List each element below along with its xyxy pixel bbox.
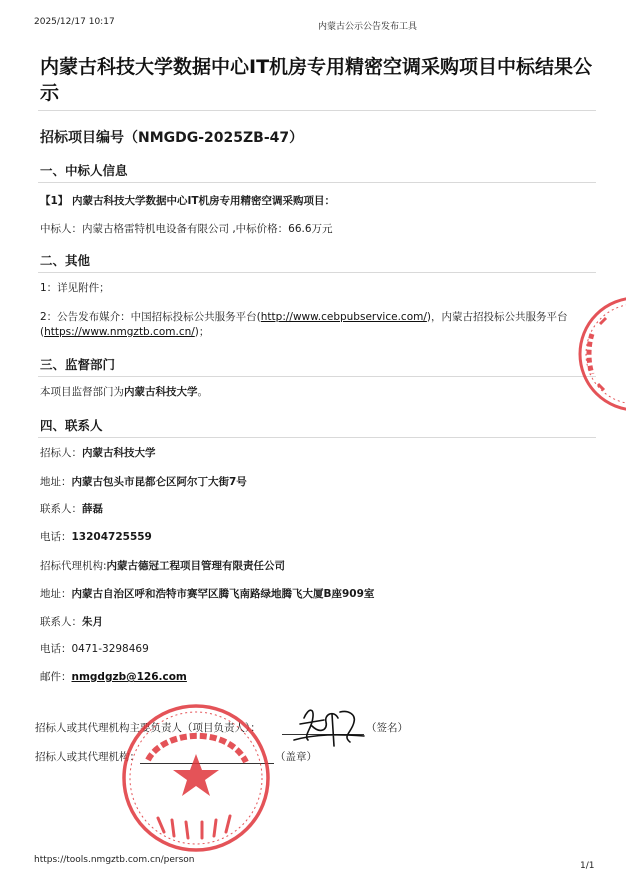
media-text-2: )，内蒙古招投标公共服务平台 [426, 311, 568, 323]
university-seal-icon [570, 294, 626, 414]
other-item-1: 1：详见附件； [40, 282, 110, 294]
agent-contact-row [40, 614, 103, 629]
address-row [40, 474, 247, 489]
section-heading-contacts: 四、联系人 [40, 418, 103, 433]
section-divider [38, 182, 596, 183]
signature-suffix: （签名） [366, 722, 408, 734]
print-datetime: 2025/12/17 10:17 [34, 17, 115, 27]
section-heading-winner: 一、中标人信息 [40, 163, 128, 178]
other-item-2-cont [40, 324, 209, 339]
cebpubservice-link[interactable]: http://www.cebpubservice.com/ [260, 311, 427, 323]
agent-address-label: 地址： [40, 588, 72, 600]
phone-value: 13204725559 [71, 531, 152, 543]
phone-label: 电话： [40, 531, 72, 543]
agent-phone-value: 0471-3298469 [71, 643, 149, 655]
section-divider [38, 437, 596, 438]
winner-info: 中标人：内蒙古格雷特机电设备有限公司 ,中标价格：66.6万元 [40, 223, 333, 235]
paren-open: ( [40, 326, 45, 338]
section-divider [38, 376, 596, 377]
media-text: 2：公告发布媒介：中国招标投标公共服务平台( [40, 311, 261, 323]
tenderer-row [40, 445, 156, 460]
agent-phone-row [40, 641, 149, 656]
project-number: 招标项目编号（NMGDG-2025ZB-47） [40, 130, 304, 146]
agent-contact-value: 朱月 [82, 616, 103, 628]
signature-label: 招标人或其代理机构主要负责人（项目负责人）： [35, 722, 261, 734]
section-divider [38, 272, 596, 273]
title-divider [38, 110, 596, 111]
agent-label: 招标代理机构: [40, 560, 107, 572]
agent-value: 内蒙古德冠工程项目管理有限责任公司 [106, 560, 286, 572]
page-number: 1/1 [580, 861, 595, 871]
tenderer-label: 招标人： [40, 447, 82, 459]
address-label: 地址： [40, 476, 72, 488]
address-value: 内蒙古包头市昆都仑区阿尔丁大街7号 [71, 476, 247, 488]
supervision-dept: 内蒙古科技大学 [124, 386, 198, 398]
seal-suffix: （盖章） [275, 751, 317, 763]
section-heading-supervision: 三、监督部门 [40, 357, 116, 372]
contact-value: 薛磊 [82, 503, 103, 515]
agent-contact-label: 联系人： [40, 616, 82, 628]
agent-address-row [40, 586, 374, 601]
contact-label: 联系人： [40, 503, 82, 515]
supervision-prefix: 本项目监督部门为 [40, 386, 124, 398]
contact-row [40, 501, 103, 516]
paren-close: )； [194, 326, 210, 338]
section-heading-other: 二、其他 [40, 253, 91, 268]
handwritten-signature [290, 700, 368, 752]
page-title: 内蒙古科技大学数据中心IT机房专用精密空调采购项目中标结果公示 [40, 56, 593, 104]
agent-phone-label: 电话： [40, 643, 72, 655]
print-header-title: 内蒙古公示公告发布工具 [318, 22, 418, 32]
phone-row [40, 529, 152, 544]
agent-address-value: 内蒙古自治区呼和浩特市赛罕区腾飞南路绿地腾飞大厦B座909室 [71, 588, 375, 600]
agency-seal-icon [118, 700, 274, 856]
email-link[interactable]: nmgdgzb@126.com [71, 671, 187, 683]
email-row [40, 669, 187, 684]
nmgztb-link[interactable]: https://www.nmgztb.com.cn/ [44, 326, 195, 338]
other-item-2 [40, 309, 568, 324]
lot-title: 【1】 内蒙古科技大学数据中心IT机房专用精密空调采购项目： [40, 195, 336, 207]
footer-url: https://tools.nmgztb.com.cn/person [34, 855, 195, 865]
tenderer-value: 内蒙古科技大学 [82, 447, 156, 459]
supervision-text [40, 384, 208, 399]
email-label: 邮件： [40, 671, 72, 683]
seal-label: 招标人或其代理机构： [35, 751, 140, 763]
supervision-suffix: 。 [197, 386, 208, 398]
agent-row [40, 558, 285, 573]
